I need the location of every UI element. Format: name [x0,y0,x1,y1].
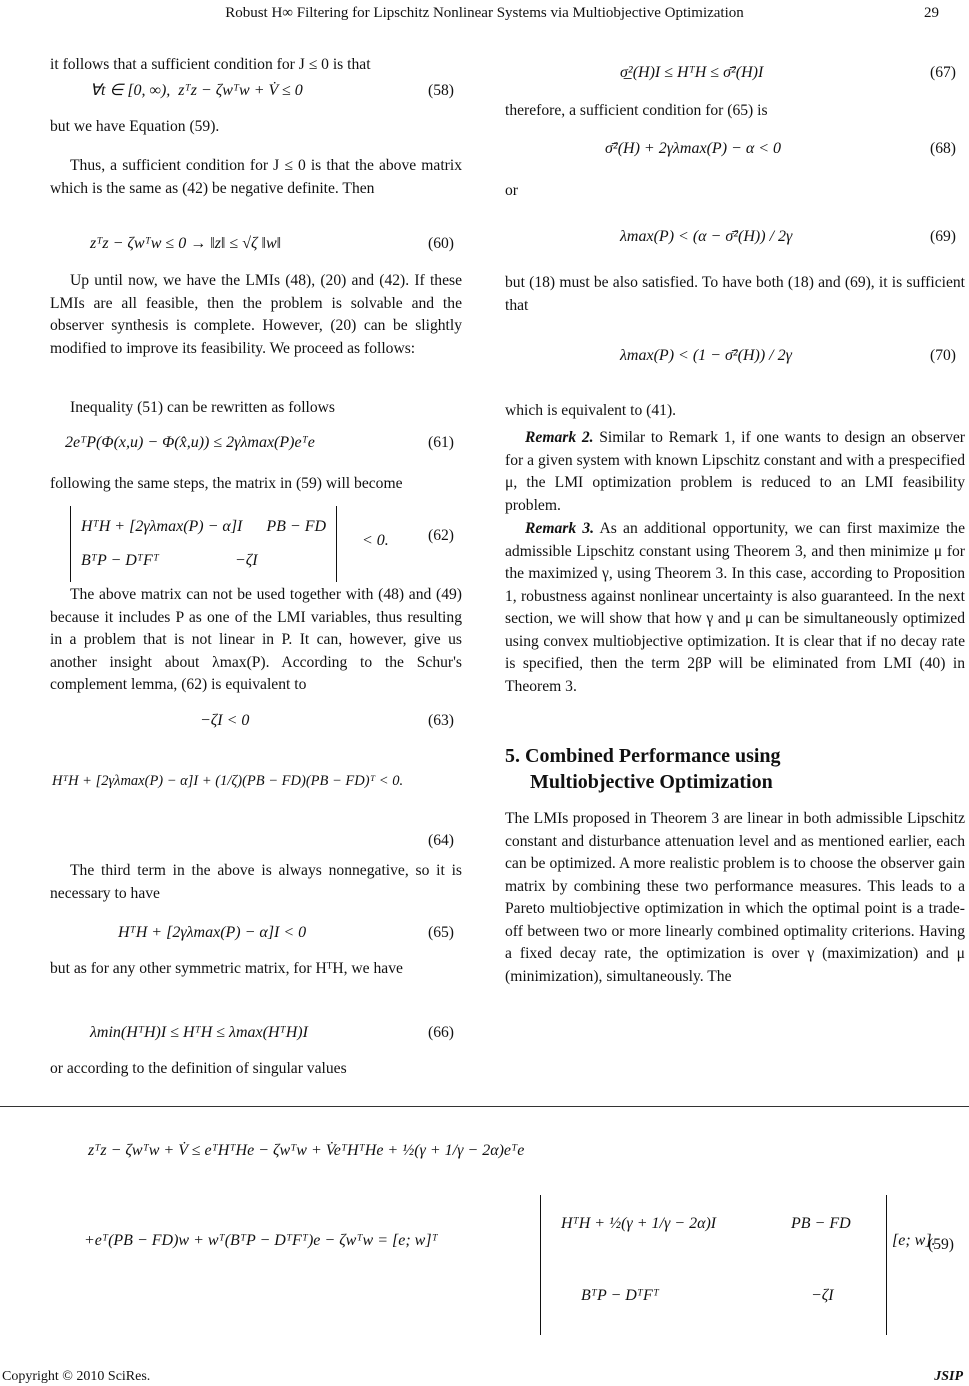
equation-63: −ζI < 0 [200,712,250,729]
equation-number: (60) [428,235,454,252]
page-number: 29 [924,5,939,21]
equation-60: zᵀz − ζwᵀw ≤ 0 → ‖z‖ ≤ √ζ ‖w‖ [90,235,282,252]
equation-number: (59) [928,1236,954,1253]
paragraph: it follows that a sufficient condition for J ≤ 0 is that [50,56,371,73]
equation-67: σ̲²(H)I ≤ HᵀH ≤ σ̄²(H)I [620,64,764,81]
equation-number: (61) [428,434,454,451]
remark-2 [505,427,965,517]
equation-number: (67) [930,64,956,81]
equation-number: (65) [428,924,454,941]
equation-number: (70) [930,347,956,364]
matrix-cell: BᵀP − DᵀFᵀ [581,1287,659,1304]
equation-59-line2: +eᵀ(PB − FD)w + wᵀ(BᵀP − DᵀFᵀ)e − ζwᵀw = [e; w]ᵀ [84,1232,438,1249]
equation-64: HᵀH + [2γλmax(P) − α]I + (1/ζ)(PB − FD)(PB − FD)ᵀ < 0. [52,773,404,789]
matrix-cell: −ζI [811,1287,834,1304]
equation-59-matrix [540,1195,887,1335]
equation-62-matrix [70,506,337,582]
section-heading-cont: Multiobjective Optimization [530,771,773,793]
equation-number: (64) [428,832,454,849]
paragraph: The third term in the above is always nonnegative, so it is necessary to have [50,862,462,902]
matrix-row: BᵀP − DᵀFᵀ −ζI [81,552,258,569]
paragraph: which is equivalent to (41). [505,402,677,419]
equation-70: λmax(P) < (1 − σ̄²(H)) / 2γ [620,347,792,364]
equation-69: λmax(P) < (α − σ̄²(H)) / 2γ [620,228,793,245]
paragraph: or [505,182,518,199]
paragraph: The LMIs proposed in Theorem 3 are linear in both admissible Lipschitz constant and disturbance attenuation level and as mentioned earlier, each can be optimized. A more realistic problem is to choose the observer gain matrix by combining these two performance measures. This leads to a Pareto multiobjective optimization in which the optimal point is a trade-off between two or more linearly combined optimality criterions. Having a fixed decay rate, the optimization is over γ (maximization) and μ (minimization), simultaneously. The [505,810,965,985]
equation-65: HᵀH + [2γλmax(P) − α]I < 0 [118,924,307,941]
paragraph: but (18) must be also satisfied. To have both (18) and (69), it is sufficient that [505,274,965,314]
paragraph: but as for any other symmetric matrix, for HᵀH, we have [50,960,403,977]
paragraph: therefore, a sufficient condition for (65) is [505,102,768,119]
running-header: Robust H∞ Filtering for Lipschitz Nonlinear Systems via Multiobjective Optimization [225,5,744,21]
paragraph: The above matrix can not be used together with (48) and (49) because it includes P as one of the LMI variables, thus resulting in a problem that is not linear in P. It can, however, give us another insight about λmax(P). According to the Schur's complement lemma, (62) is equivalent to [50,586,462,693]
equation-61: 2eᵀP(Φ(x,u) − Φ(x̂,u)) ≤ 2γλmax(P)eᵀe [65,434,315,451]
equation-59-vector: [e; w]. [892,1232,936,1249]
equation-58: ∀t ∈ [0, ∞), zᵀz − ζwᵀw + V̇ ≤ 0 [90,82,303,99]
matrix-cell: HᵀH + ½(γ + 1/γ − 2α)I [561,1215,717,1232]
journal-name: JSIP [934,1369,963,1384]
equation-68: σ̄²(H) + 2γλmax(P) − α < 0 [605,140,782,157]
equation-59-line1: zᵀz − ζwᵀw + V̇ ≤ eᵀHᵀHe − ζwᵀw + V̇eᵀHᵀHe + ½(γ + 1/γ − 2α)eᵀe [88,1142,525,1159]
paragraph: or according to the definition of singular values [50,1060,347,1077]
equation-number: (63) [428,712,454,729]
equation-number: (69) [930,228,956,245]
paragraph: Thus, a sufficient condition for J ≤ 0 is that the above matrix which is the same as (42) be negative definite. Then [50,157,462,197]
paragraph: Inequality (51) can be rewritten as follows [70,399,336,416]
equation-66: λmin(HᵀH)I ≤ HᵀH ≤ λmax(HᵀH)I [90,1024,308,1041]
matrix-cell: PB − FD [791,1215,851,1232]
remark-text: As an additional opportunity, we can first maximize the admissible Lipschitz constant using Theorem 3, and then minimize μ for the maximized γ, using Theorem 3. In this case, according to Proposition 1, robustness against nonlinear uncertainty is also guaranteed. In the next section, we will show that how γ and μ can be simultaneously optimized using convex multiobjective optimization. It is clear that if no decay rate is specified, then the term 2βP will be eliminated from LMI (40) in Theorem 3. [505,520,965,695]
remark-text: Similar to Remark 1, if one wants to design an observer for a given system with known Lipschitz constant and with a prespecified μ, the LMI optimization problem is reduced to an LMI feasibility problem. [505,429,965,514]
equation-number: (68) [930,140,956,157]
section-heading: 5. Combined Performance using [505,745,781,767]
equation-number: (62) [428,527,454,544]
equation-62-rhs: < 0. [362,532,389,549]
divider [0,1106,969,1107]
paragraph: Up until now, we have the LMIs (48), (20) and (42). If these LMIs are all feasible, then the problem is solvable and the observer synthesis is complete. However, (20) can be slightly modified to improve its feasibility. We proceed as follows: [50,272,462,357]
matrix-row: HᵀH + [2γλmax(P) − α]I PB − FD [81,518,327,535]
remark-label: Remark 3. [525,520,595,537]
equation-number: (58) [428,82,454,99]
paragraph: following the same steps, the matrix in (59) will become [50,475,403,492]
remark-label: Remark 2. [525,429,594,446]
copyright: Copyright © 2010 SciRes. [2,1369,151,1384]
remark-3 [505,518,965,698]
equation-number: (66) [428,1024,454,1041]
paragraph: but we have Equation (59). [50,118,220,135]
